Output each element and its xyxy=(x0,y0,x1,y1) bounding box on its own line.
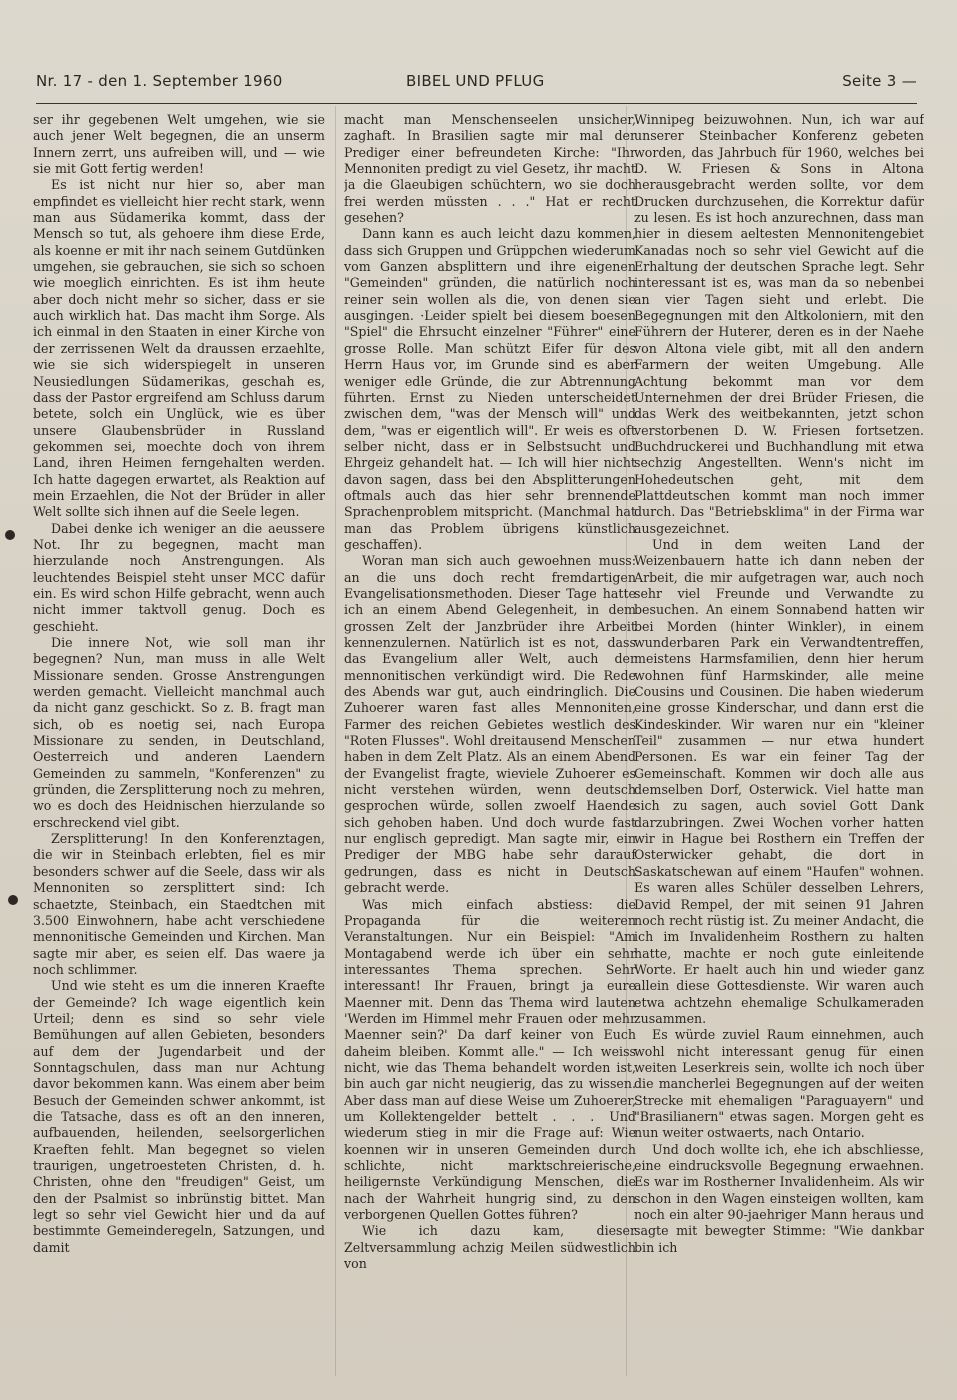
paragraph: Dabei denke ich weniger an die aeussere Not. Ihr zu begegnen, macht man hierzulande noch Anstrengungen. Als leuchtendes Beispiel steht unser MCC dafür ein. Es wird schon Hilfe gebracht, wenn auch nicht immer taktvoll genug. Doch es geschieht. xyxy=(33,520,325,634)
paragraph: Dann kann es auch leicht dazu kommen, dass sich Gruppen und Grüppchen wiederum vom Ganzen absplittern und ihre eigenen "Gemeinden" gründen, die natürlich noch reiner sein wollen als die, von denen sie ausgingen. ·Leider spielt bei diesem boesen "Spiel" die Ehrsucht einzelner "Führer" eine grosse Rolle. Man schützt Eifer für des Herrn Haus vor, im Grunde sind es aber weniger edle Gründe, die zur Abtrennung führten. Ernst zu Nieden unterscheidet zwischen dem, "was der Mensch will" und dem, "was er eigentlich will". Er weis es oft selber nicht, dass er in Selbstsucht und Ehrgeiz gehandelt hat. — Ich will hier nicht davon sagen, dass bei den Absplitterungen oftmals auch das hier sehr brennende Sprachenproblem mitspricht. (Manchmal hat man das Problem übrigens künstlich geschaffen). xyxy=(344,226,636,552)
paragraph: ser ihr gegebenen Welt umgehen, wie sie auch jener Welt begegnen, die an unserm Innern zerrt, uns aufreiben will, und — wie sie mit Gott fertig werden! xyxy=(33,112,325,177)
issue-date: Nr. 17 - den 1. September 1960 xyxy=(36,72,283,90)
page-header xyxy=(36,66,917,100)
paragraph: Und wie steht es um die inneren Kraefte der Gemeinde? Ich wage eigentlich kein Urteil; denn es sind so sehr viele Bemühungen auf allen Gebieten, besonders auf dem der Jugendarbeit und der Sonntagschulen, dass man nur Achtung davor bekommen kann. Was einem aber beim Besuch der Gemeinden schwer ankommt, ist die Tatsache, dass es oft an den inneren, aufbauenden, heilenden, seelsorgerlichen Kraeften fehlt. Man begegnet so vielen traurigen, ungetroesteten Christen, d. h. Christen, ohne den "freudigen" Geist, um den der Psalmist so inbrünstig bittet. Man legt so sehr viel Gewicht hier und da auf bestimmte Gemeinderegeln, Satzungen, und damit xyxy=(33,978,325,1255)
header-rule xyxy=(36,103,917,104)
paragraph: macht man Menschenseelen unsicher, zaghaft. In Brasilien sagte mir mal der Prediger einer befreundeten Kirche: "Ihr Mennoniten predigt zu viel Gesetz, ihr macht ja die Glaeubigen schüchtern, wo sie doch frei werden müssten . . ." Hat er recht gesehen? xyxy=(344,112,636,226)
paragraph: Winnipeg beizuwohnen. Nun, ich war auf unserer Steinbacher Konferenz gebeten worden, das Jahrbuch für 1960, welches bei D. W. Friesen & Sons in Altona herausgebracht werden sollte, vor dem Drucken durchzusehen, die Korrektur dafür zu lesen. Es ist hoch anzurechnen, dass man hier in diesem aeltesten Mennonitengebiet Kanadas noch so sehr viel Gewicht auf die Erhaltung der deutschen Sprache legt. Sehr interessant ist es, was man da so nebenbei an vier Tagen sieht und erlebt. Die Begegnungen mit den Altkoloniern, mit den Führern der Huterer, deren es in der Naehe von Altona viele gibt, mit all den andern Farmern der weiten Umgebung. Alle Achtung bekommt man vor dem Unternehmen der drei Brüder Friesen, die das Werk des weitbekannten, jetzt schon verstorbenen D. W. Friesen fortsetzen. Buchdruckerei und Buchhandlung mit etwa sechzig Angestellten. Wenn's nicht im Hohedeutschen geht, mit dem Plattdeutschen kommt man noch immer durch. Das "Betriebsklima" in der Firma war ausgezeichnet. xyxy=(634,112,924,536)
binding-hole-mark xyxy=(5,530,15,540)
page-number: Seite 3 — xyxy=(842,72,917,90)
paragraph: Und in dem weiten Land der Weizenbauern hatte ich dann neben der Arbeit, die mir aufgetragen war, auch noch sehr viel Freunde und Verwandte zu besuchen. An einem Sonnabend hatten wir bei Morden (hinter Winkler), in einem wunderbaren Park ein Verwandtentreffen, meistens Harmsfamilien, denn hier herum wohnen fünf Harmskinder, alle meine Cousins und Cousinen. Die haben wiederum eine grosse Kinderschar, und dann erst die Kindeskinder. Wir waren nur ein "kleiner Teil" zusammen — nur etwa hundert Personen. Es war ein feiner Tag der Gemeinschaft. Kommen wir doch alle aus demselben Dorf, Osterwick. Viel hatte man sich zu sagen, auch soviel Gott Dank darzubringen. Zwei Wochen vorher hatten wir in Hague bei Rosthern ein Treffen der Osterwicker gehabt, die dort in Saskatschewan auf einem "Haufen" wohnen. Es waren alles Schüler desselben Lehrers, David Rempel, der mit seinen 91 Jahren noch recht rüstig ist. Zu meiner Andacht, die ich im Invalidenheim Rosthern zu halten hatte, machte er noch gute einleitende Worte. Er haelt auch hin und wieder ganz allein diese Gottesdienste. Wir waren auch etwa achtzehn ehemalige Schulkameraden zusammen. xyxy=(634,536,924,1026)
paragraph: Was mich einfach abstiess: die Propaganda für die weiteren Veranstaltungen. Nur ein Beispiel: "Am Montagabend werde ich über ein sehr interessantes Thema sprechen. Sehr interessant! Ihr Frauen, bringt ja eure Maenner mit. Denn das Thema wird lauten 'Werden im Himmel mehr Frauen oder mehr Maenner sein?' Da darf keiner von Euch daheim bleiben. Kommt alle." — Ich weiss nicht, wie das Thema behandelt worden ist, bin auch gar nicht neugierig, das zu wissen. Aber dass man auf diese Weise um Zuhoerer, um Kollektengelder bettelt . . . Und wiederum stieg in mir die Frage auf: Wie koennen wir in unseren Gemeinden durch schlichte, nicht marktschreierische, heiligernste Verkündigung Menschen, die nach der Wahrheit hungrig sind, zu den verborgenen Quellen Gottes führen? xyxy=(344,896,636,1223)
binding-hole-mark xyxy=(8,895,18,905)
text-column-3 xyxy=(634,112,924,1382)
paragraph: Und doch wollte ich, ehe ich abschliesse, eine eindrucksvolle Begegnung erwaehnen. Es war im Rostherner Invalidenheim. Als wir schon in den Wagen einsteigen wollten, kam noch ein alter 90-jaehriger Mann heraus und sagte mit bewegter Stimme: "Wie dankbar bin ich xyxy=(634,1141,924,1255)
text-column-2 xyxy=(344,112,636,1382)
paragraph: Es würde zuviel Raum einnehmen, auch wohl nicht interessant genug für einen weiten Leserkreis sein, wollte ich noch über die mancherlei Begegnungen auf der weiten Strecke mit ehemaligen "Paraguayern" und "Brasilianern" etwas sagen. Morgen geht es nun weiter ostwaerts, nach Ontario. xyxy=(634,1027,924,1141)
column-divider xyxy=(335,106,336,1376)
paragraph: Die innere Not, wie soll man ihr begegnen? Nun, man muss in alle Welt Missionare senden. Grosse Anstrengungen werden gemacht. Vielleicht manchmal auch da nicht ganz geschickt. So z. B. fragt man sich, ob es noetig sei, nach Europa Missionare zu senden, in Deutschland, Oesterreich und anderen Laendern Gemeinden zu sammeln, "Konferenzen" zu gründen, die Zersplitterung noch zu mehren, wo es doch des Heidnischen hierzulande so erschreckend viel gibt. xyxy=(33,635,325,830)
text-column-1 xyxy=(33,112,325,1382)
paragraph: Wie ich dazu kam, dieser Zeltversammlung achzig Meilen südwestlich von xyxy=(344,1223,636,1272)
paragraph: Es ist nicht nur hier so, aber man empfindet es vielleicht hier recht stark, wenn man aus Südamerika kommt, dass der Mensch so tut, als gehoere ihm diese Erde, als koenne er mit ihr nach seinem Gutdünken umgehen, sie gebrauchen, sie sich so schoen wie moeglich einrichten. Es ist ihm heute aber doch nicht mehr so sicher, dass er sie auch wirklich hat. Das macht ihm Sorge. Als ich einmal in den Staaten in einer Kirche von der zerrissenen Welt da draussen erzaehlte, wie sie sich widerspiegelt in unseren Neusiedlungen Südamerikas, geschah es, dass der Pastor ergreifend am Schluss darum betete, solch ein Unglück, wie es über unsere Glaubensbrüder in Russland gekommen sei, moechte doch von ihrem Land, ihren Heimen ferngehalten werden. Ich hatte dagegen erwartet, als Reaktion auf mein Erzaehlen, die Not der Brüder in aller Welt sollte sich ihnen auf die Seele legen. xyxy=(33,177,325,520)
masthead-title: BIBEL UND PFLUG xyxy=(406,72,545,90)
paragraph: Woran man sich auch gewoehnen muss: an die uns doch recht fremdartigen Evangelisationsmethoden. Dieser Tage hatte ich an einem Abend Gelegenheit, in dem grossen Zelt der Janzbrüder ihre Arbeit kennenzulernen. Natürlich ist es not, dass das Evangelium aller Welt, auch der mennonitischen verkündigt wird. Die Rede des Abends war gut, auch eindringlich. Die Zuhoerer waren fast alles Mennoniten, Farmer des reichen Gebietes westlich des "Roten Flusses". Wohl dreitausend Menschen haben in dem Zelt Platz. Als an einem Abend der Evangelist fragte, wieviele Zuhoerer es nicht verstehen würden, wenn deutsch gesprochen würde, sollen zwoelf Haende sich gehoben haben. Und doch wurde fast nur englisch gepredigt. Man sagte mir, ein Prediger der MBG habe sehr darauf gedrungen, dass es nicht in Deutsch gebracht werde. xyxy=(344,553,636,896)
paragraph: Zersplitterung! In den Konferenztagen, die wir in Steinbach erlebten, fiel es mir besonders schwer auf die Seele, dass wir als Mennoniten so zersplittert sind: Ich schaetzte, Steinbach, ein Staedtchen mit 3.500 Einwohnern, habe acht verschiedene mennonitische Gemeinden und Kirchen. Man sagte mir aber, es seien elf. Das waere ja noch schlimmer. xyxy=(33,831,325,977)
